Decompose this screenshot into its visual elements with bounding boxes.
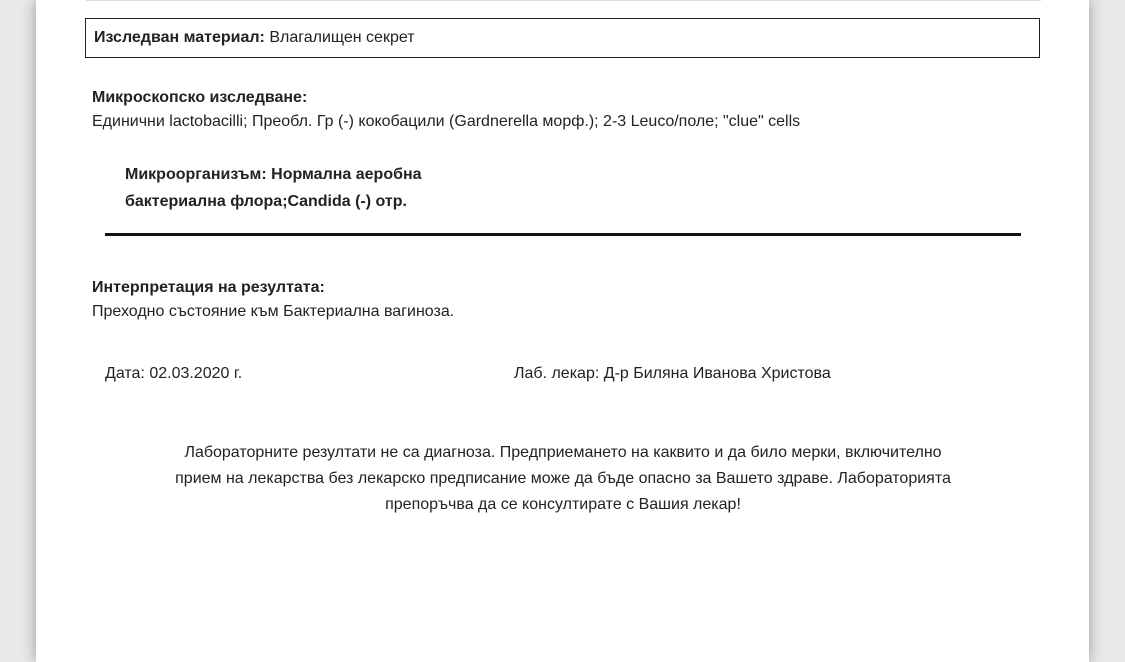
microscopy-section <box>92 86 800 134</box>
section-divider <box>105 233 1021 236</box>
microscopy-result: Единични lactobacilli; Преобл. Гр (-) кокобацили (Gardnerella морф.); 2-3 Leuco/поле; "clue" cells <box>92 113 801 130</box>
interpretation-text: Преходно състояние към Бактериална вагиноза. <box>92 303 455 320</box>
disclaimer <box>105 440 1021 518</box>
disclaimer-line-1: Лабораторните резултати не са диагноза. Предприемането на каквито и да било мерки, включително <box>184 444 942 461</box>
microorganism-result <box>125 161 422 215</box>
disclaimer-line-2: прием на лекарства без лекарско предписание може да бъде опасно за Вашето здраве. Лабораторията <box>175 470 951 487</box>
material-box <box>85 18 1040 58</box>
interpretation-section <box>92 276 454 324</box>
material-label: Изследван материал: <box>94 29 265 46</box>
interpretation-heading: Интерпретация на резултата: <box>92 279 325 296</box>
microorganism-line-1: Микроорганизъм: Нормална аеробна <box>125 166 422 183</box>
lab-doctor: Лаб. лекар: Д-р Биляна Иванова Христова <box>514 365 831 382</box>
report-date: Дата: 02.03.2020 г. <box>105 365 243 382</box>
lab-report-page <box>36 0 1089 662</box>
microorganism-line-2: бактериална флора;Candida (-) отр. <box>125 193 407 210</box>
microscopy-heading: Микроскопско изследване: <box>92 89 308 106</box>
disclaimer-line-3: препоръчва да се консултирате с Вашия лекар! <box>385 496 741 513</box>
top-divider <box>86 0 1041 1</box>
material-value: Влагалищен секрет <box>269 29 415 46</box>
